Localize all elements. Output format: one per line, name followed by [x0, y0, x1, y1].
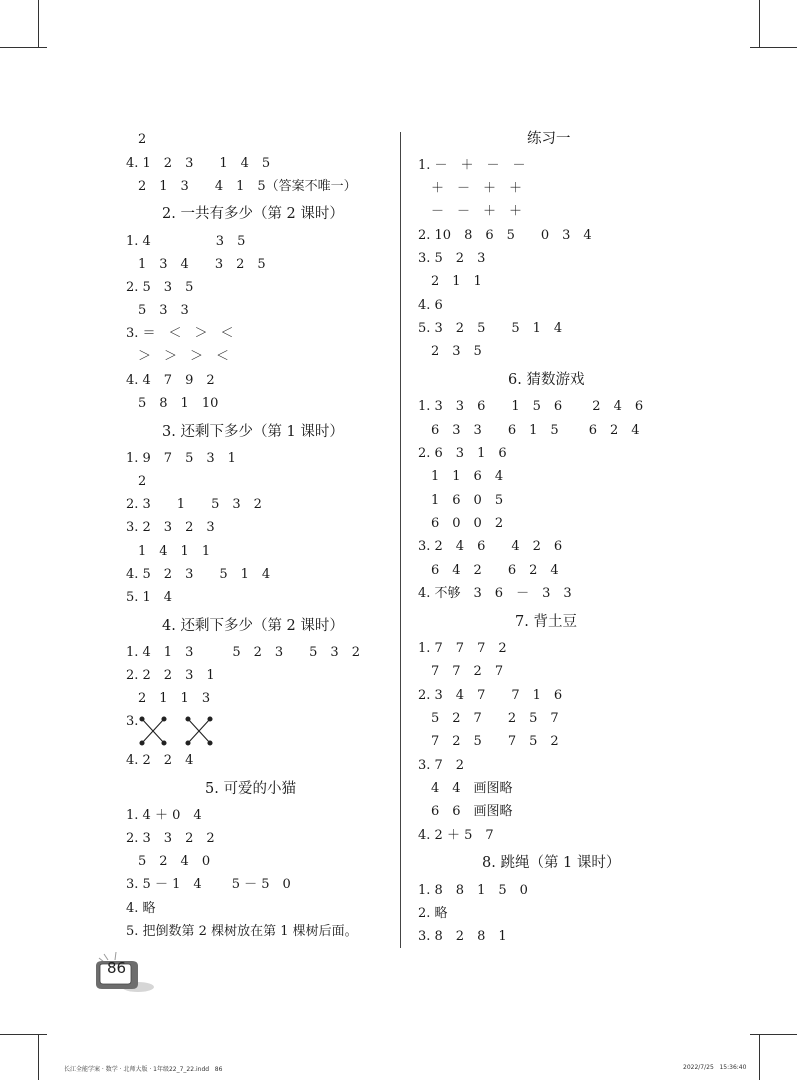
answer-line: 2. 10 8 6 5 0 3 4 [418, 228, 592, 243]
answer-line: 3. 8 2 8 1 [418, 929, 507, 944]
crop-mark [0, 1034, 47, 1035]
answer-line: 2 1 1 3 [138, 691, 211, 706]
answer-line: 4 4 画图略 [431, 781, 513, 796]
footer-timestamp: 2022/7/25 15:36:40 [683, 1064, 747, 1071]
answer-line: 4. 2 ＋ 5 7 [418, 828, 494, 843]
answer-line: 1. 3 3 6 1 5 6 2 4 6 [418, 399, 644, 414]
section-heading: 5. 可爱的小猫 [205, 781, 296, 797]
answer-line: 4. 2 2 4 [126, 753, 194, 768]
answer-line: 2. 6 3 1 6 [418, 446, 507, 461]
answer-line: 3. [126, 714, 139, 729]
answer-line: 1. 4 ＋ 0 4 [126, 808, 202, 823]
answer-line: 1. 8 8 1 5 0 [418, 883, 528, 898]
section-heading: 8. 跳绳（第 1 课时） [482, 855, 621, 871]
answer-line: 1 6 0 5 [431, 493, 504, 508]
answer-line: 2. 3 4 7 7 1 6 [418, 688, 563, 703]
answer-line: 3. 7 2 [418, 758, 465, 773]
answer-line: 2 3 5 [431, 344, 482, 359]
matching-diagram [138, 715, 218, 747]
answer-line: 2. 3 1 5 3 2 [126, 497, 262, 512]
answer-line: 3. 2 3 2 3 [126, 520, 215, 535]
answer-line: 1 3 4 3 2 5 [138, 257, 266, 272]
answer-line: 5. 把倒数第 2 棵树放在第 1 棵树后面。 [126, 924, 358, 939]
answer-line: 4. 不够 3 6 － 3 3 [418, 586, 572, 601]
answer-line: 2. 5 3 5 [126, 280, 194, 295]
answer-line: 3. ＝ ＜ ＞ ＜ [126, 326, 234, 341]
answer-line: 1. － ＋ － － [418, 158, 526, 173]
crop-mark [38, 0, 39, 47]
answer-line: 2 [138, 132, 147, 147]
answer-line: 3. 5 2 3 [418, 251, 486, 266]
answer-line: 6 0 0 2 [431, 516, 504, 531]
answer-line: 4. 4 7 9 2 [126, 373, 215, 388]
answer-line: ＋ － ＋ ＋ [431, 181, 523, 196]
section-heading: 练习一 [527, 131, 571, 147]
crop-mark [759, 0, 760, 47]
answer-line: 2. 3 3 2 2 [126, 831, 215, 846]
answer-line: 5. 3 2 5 5 1 4 [418, 321, 563, 336]
answer-line: 2 1 1 [431, 274, 482, 289]
answer-line: 1 1 6 4 [431, 469, 504, 484]
crop-mark [38, 1034, 39, 1080]
crop-mark [750, 47, 797, 48]
section-heading: 6. 猜数游戏 [508, 372, 585, 388]
answer-line: 2. 2 2 3 1 [126, 668, 215, 683]
column-divider [400, 132, 401, 948]
answer-line: 7 2 5 7 5 2 [431, 734, 559, 749]
answer-line: 5 2 7 2 5 7 [431, 711, 559, 726]
section-heading: 4. 还剩下多少（第 2 课时） [162, 618, 344, 634]
crop-mark [0, 47, 47, 48]
answer-line: 4. 6 [418, 298, 443, 313]
answer-line: 4. 5 2 3 5 1 4 [126, 567, 271, 582]
answer-line: 3. 5 － 1 4 5 － 5 0 [126, 877, 291, 892]
section-heading: 7. 背土豆 [515, 614, 577, 630]
answer-line: 1. 4 1 3 5 2 3 5 3 2 [126, 645, 360, 660]
answer-line: 1. 7 7 7 2 [418, 641, 507, 656]
answer-line: 5. 1 4 [126, 590, 173, 605]
answer-line: 2. 略 [418, 906, 448, 921]
answer-line: 4. 1 2 3 1 4 5 [126, 156, 271, 171]
answer-line: 1 4 1 1 [138, 544, 211, 559]
crop-mark [759, 1034, 760, 1080]
answer-line: 6 3 3 6 1 5 6 2 4 [431, 423, 640, 438]
section-heading: 3. 还剩下多少（第 1 课时） [162, 424, 344, 440]
crop-mark [750, 1034, 797, 1035]
cross-lines-left [140, 717, 166, 745]
answer-line: 5 8 1 10 [138, 396, 219, 411]
footer-file-info: 长江全能学案 · 数学 · 北师大版 · 1年级22_7_22.indd 86 [64, 1066, 223, 1073]
section-heading: 2. 一共有多少（第 2 课时） [162, 206, 344, 222]
cross-lines-right [186, 717, 212, 745]
answer-line: 5 3 3 [138, 303, 189, 318]
answer-line: － － ＋ ＋ [431, 204, 523, 219]
answer-line: 6 4 2 6 2 4 [431, 563, 559, 578]
answer-line: 3. 2 4 6 4 2 6 [418, 539, 563, 554]
answer-line: 1. 9 7 5 3 1 [126, 451, 236, 466]
answer-line: 2 1 3 4 1 5（答案不唯一） [138, 179, 357, 194]
answer-line: 6 6 画图略 [431, 804, 513, 819]
answer-line: 5 2 4 0 [138, 854, 211, 869]
answer-line: 7 7 2 7 [431, 664, 504, 679]
answer-line: 1. 4 3 5 [126, 234, 246, 249]
page-number-badge [94, 952, 154, 994]
answer-line: 4. 略 [126, 901, 156, 916]
page-number: 86 [107, 959, 127, 977]
answer-line: ＞ ＞ ＞ ＜ [138, 349, 230, 364]
answer-line: 2 [138, 474, 147, 489]
